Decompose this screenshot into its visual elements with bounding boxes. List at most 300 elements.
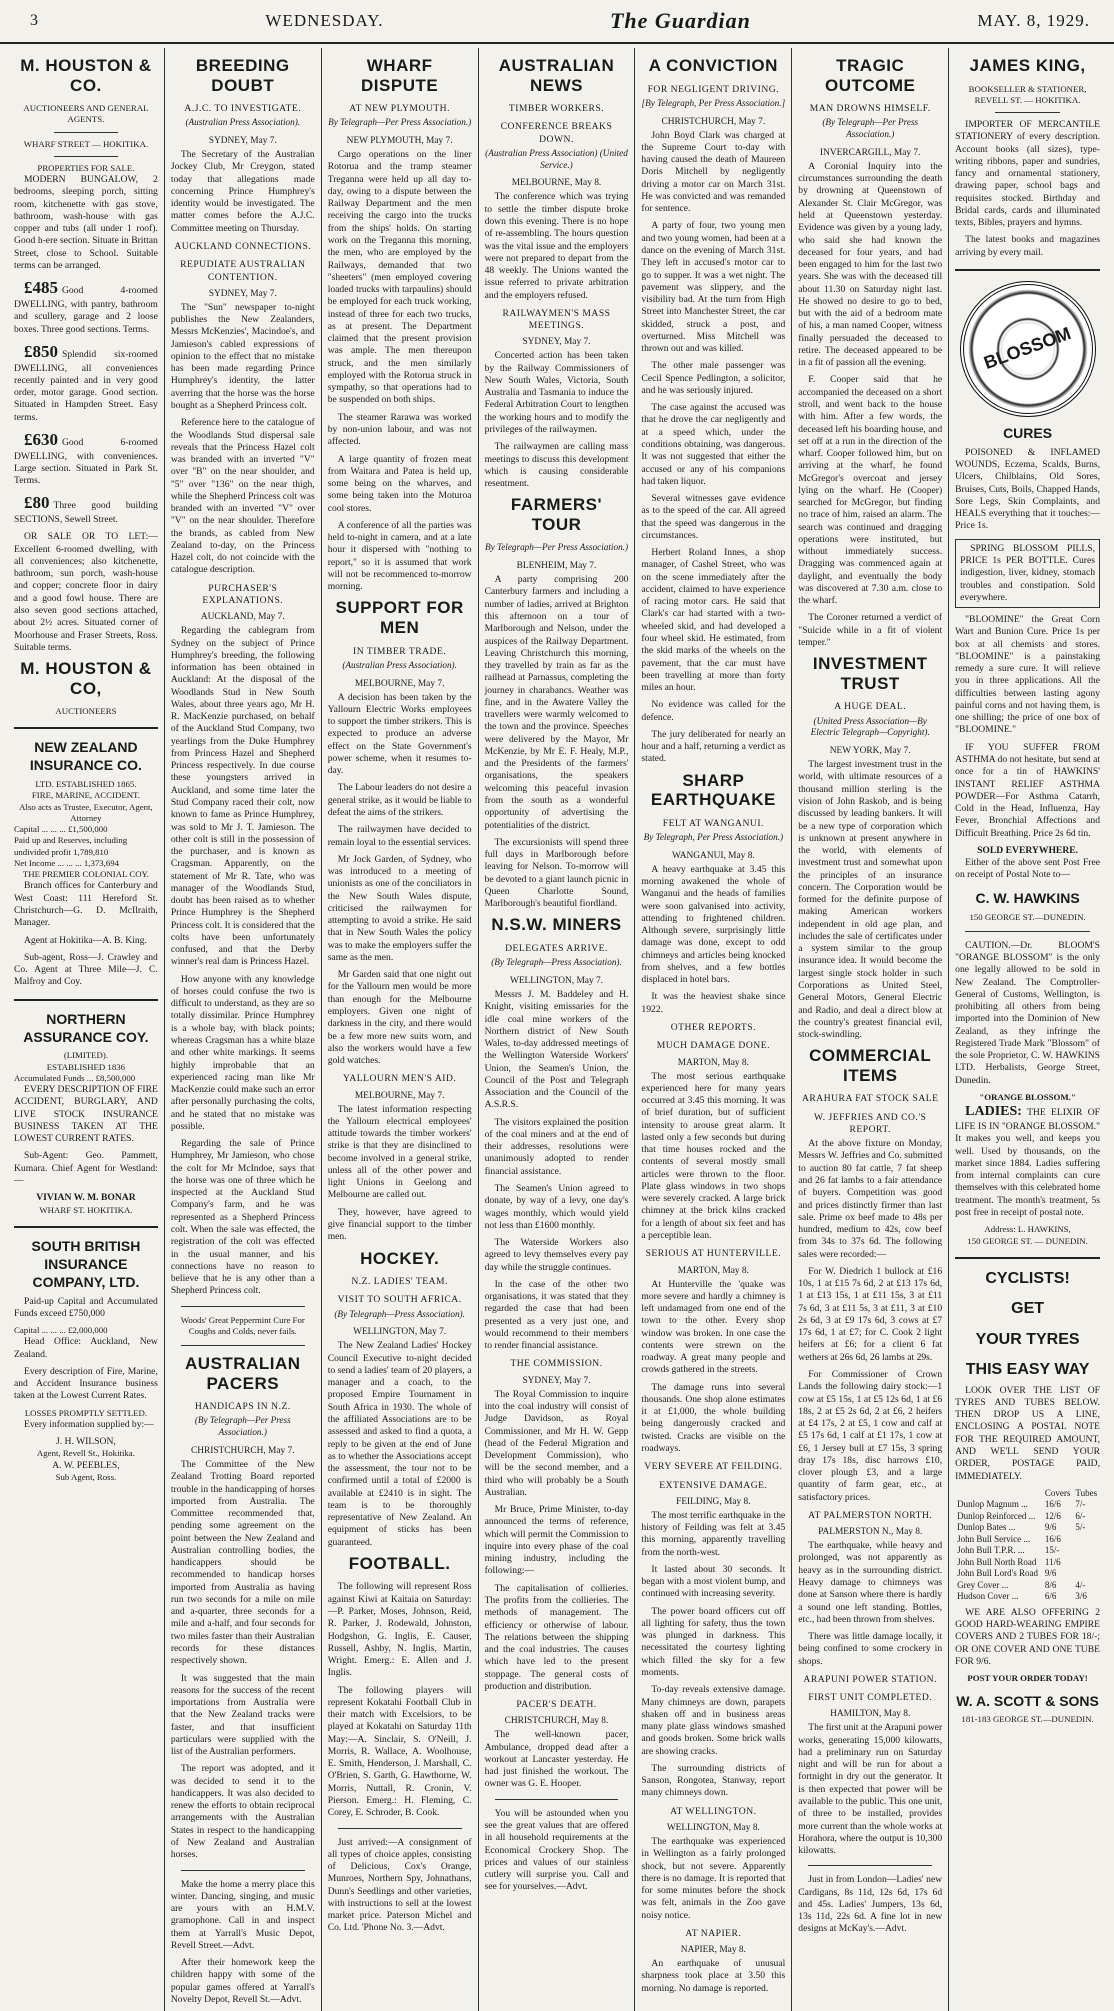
article-subhead: REPUDIATE AUSTRALIAN CONTENTION. [180, 259, 306, 283]
article-paragraph: The other male passenger was Cecil Spence Pedlington, a solicitor, and he was seriously injured. [641, 360, 786, 396]
column-5 [635, 48, 792, 2011]
article-paragraph: The damage runs into several thousands. One shop alone estimates it at £1,000, the whole building being dangerously cracked and twisted. Cracks are visible on the roadways. [641, 1381, 786, 1454]
ad-asthma: IF YOU SUFFER FROM ASTHMA do not hesitate, but send at once for a tin of HAWKINS' INSTANT RELIEF ASTHMA POWDER—For Asthma Catarrh, Cold in the Head, Influenza, Hay Fever, Bronchial Affections and Difficult Breathing. Price 2s 6d tin. [955, 741, 1100, 839]
article-subhead: W. JEFFRIES AND CO.'S REPORT. [814, 1111, 927, 1135]
seal-text: BLOSSOM [981, 323, 1074, 374]
article-paragraph: Regarding the cablegram from Sydney on the subject of Prince Humphrey's breeding, the following information has been obtained in Auckland: At the disposal of the Woodlands Stud in New South Wales, about three years ago, Mr H. R. MacKenzie purchased, on behalf of the Auckland Stud Company, two yearlings from the Duke Humphrey from Princess Hazel and Shepherd Princess respectively. In due course these youngsters arrived in Auckland, and some time later the Stud Company raced their colt, now known to fame as Prince Humphrey, was sold to Mr J. T. Jamieson. The other colt is still in the possession of the purchaser, and is known as Cragsman. Apparently, on the statement of Mr R. Tate, who was manager of the Woodlands Stud, doubt has been raised as to whether Prince Humphrey is the Shepherd Princess colt. It is considered that the colts have been unfortunately confused, and that the Derby winner's real dam is Princess Hazel. [170, 625, 315, 968]
article-agency: By Telegraph, Per Press Association.) [643, 831, 784, 842]
article-dateline: MELBOURNE, May 7. [354, 1090, 445, 1101]
table-header-cell: Tubes [1075, 1487, 1098, 1498]
table-cell: John Bull T.P.R. ... [957, 1545, 1025, 1556]
table-cell: 12/6 [1044, 1510, 1061, 1521]
divider [495, 1799, 619, 1800]
tyre-table-body [955, 1499, 1100, 1603]
ad-south-british-office: Head Office: Auckland, New Zealand. [14, 1336, 158, 1360]
table-header-row [955, 1488, 1100, 1500]
ad-houston-firm-2: M. HOUSTON & CO, [20, 659, 152, 698]
article-paragraph: The visitors explained the position of the coal miners and at the end of their addresses, resolutions were unanimously adopted to render financial assistance. [484, 1116, 629, 1177]
divider [54, 156, 118, 157]
article-headline: COMMERCIAL ITEMS [809, 1046, 932, 1085]
article-dateline: WELLINGTON, May 7. [353, 1327, 447, 1338]
article-headline: HOCKEY. [360, 1248, 440, 1268]
advert-paragraph: Make the home a merry place this winter. Dancing, singing, and music are yours with an H.M.V. gramophone. Call in and inspect them at Yarrall's Music Depot, Revell Street.—Advt. [170, 1878, 315, 1951]
article-paragraph: The report was adopted, and it was decided to send it to the handicappers. It was also decided to renew the efforts to obtain reciprocal arrangements with the Australian States in respect to the handicapping of New Zealand and Australian horses. [170, 1763, 315, 1861]
article-subhead: MUCH DAMAGE DONE. [656, 1040, 770, 1052]
masthead [0, 0, 1114, 44]
table-row [955, 1522, 1100, 1534]
divider [995, 112, 1060, 113]
capital-line: Paid up and Reserves, including undivided profit 1,789,810 [14, 835, 128, 857]
article-paragraph: It lasted about 30 seconds. It began with a most violent bump, and continued with increasing severity. [641, 1563, 786, 1600]
ad-northern-agent: Sub-Agent: Geo. Pammett, Kumara. Chief Agent for Westland:— [14, 1150, 158, 1187]
article-paragraph: Cargo operations on the liner Rotorua and the tramp steamer Treganna were held up all day to-day, owing to a dispute between the Railway Department and the men receiving the cargo into the trucks from the ships' holds. On starting work on the Treganna this morning, the men, who are employed by the Railways, demanded that two "sheeters" (men employed covering loaded trucks with tarpaulins) should be employed for each truck working, instead of three for each two trucks, as at present. The Department claimed that the present provision was ample. The men thereupon struck, and the men similarly employed with the Rotorua struck in sympathy, so that operations had to be suspended on both ships. [327, 149, 472, 406]
advert-paragraph: You will be astounded when you see the great values that are offered in all household requirements at the Economical Crockery Shop. The prices and values of our stainless cutlery will surprise you. Call and see for yourselves.—Advt. [484, 1807, 629, 1893]
article-paragraph: Mr Jock Garden, of Sydney, who was introduced to a meeting of unionists as one of the conciliators in the New South Wales dispute, criticised the railwaymen for attempting to avoid a strike. He said that in New South Wales the policy was to make the employers suffer the same as the men. [327, 853, 472, 963]
property-price: £630 [24, 429, 58, 449]
article-paragraph: The Labour leaders do not desire a general strike, as it would be liable to defeat the aims of the strikers. [327, 782, 472, 818]
divider [14, 999, 158, 1001]
article-subhead: AT NEW PLYMOUTH. [349, 103, 451, 115]
article-paragraph: The capitalisation of collieries. The profits from the collieries. The methods of management. The efficiency or otherwise of labour. The relations between the shipping and the coal industries. The causes which have led to the present stoppage. The general costs of production and distribution. [484, 1582, 629, 1692]
article-dateline: CHRISTCHURCH, May 7. [190, 1445, 295, 1456]
article-subhead: AUCKLAND CONNECTIONS. [174, 241, 312, 253]
divider [808, 1865, 932, 1866]
article-dateline: SYDNEY, May 7. [208, 136, 277, 147]
table-cell: 16/6 [1044, 1499, 1061, 1510]
table-cell: Dunlop Reinforced ... [957, 1510, 1036, 1521]
agent-name: J. H. WILSON, [56, 1436, 116, 1448]
article-paragraph: A large quantity of frozen meat from Waitara and Patea is held up, some being on the wharves, and some being taken into the Moturoa cool stores. [327, 453, 472, 514]
article-paragraph: The Coroner returned a verdict of "Suicide while in a fit of violent temper." [798, 612, 943, 649]
article-dateline: SYDNEY, May 7. [522, 1375, 591, 1386]
masthead-date: MAY. 8, 1929. [977, 11, 1090, 30]
table-row [955, 1591, 1100, 1603]
property-listing: OR SALE OR TO LET:—Excellent 6-roomed dwelling, with all conveniences; also kitchenette, bathroom, sun porch, wash-house and copper; concrete floor in dairy and a good fowl house. There are also seven good sections attached, about 2½ acres. Situated corner of Moorhouse and Fraser Streets, Ross. Suitable terms. [14, 531, 158, 653]
article-paragraph: Messrs J. M. Baddeley and H. Knight, visiting emissaries for the idle coal mine workers of the Northern district of New South Wales, to-day addressed meetings of the Wellington Waterside Workers' Union, the Seamen's Union, the Council of the Post and Telegraph Association and the Council of the A.S.R.S. [484, 989, 629, 1111]
article-paragraph: A decision has been taken by the Yallourn Electric Works employees to support the timber strikers. This is expected to produce an adverse effect on the State Government's power scheme, when it resumes to-day. [327, 691, 472, 777]
article-paragraph: The New Zealand Ladies' Hockey Council Executive to-night decided to send a ladies' team of 20 players, a manager and a coach, to the proposed Empire Tournament in South Africa in 1930. The whole of the affiliated Associations are to be assessed and asked to find a quota, a reply to be given at the end of June as to whether the Associations accept the assessment, the tour not to be confirmed until a total of £2000 is available at £2410 is in sight. The team is to be thoroughly representative of New Zealand. An equipment of sticks has been guaranteed. [327, 1340, 472, 1548]
ad-cyclists: CYCLISTS! [985, 1269, 1070, 1287]
article-paragraph: There was little damage locally, it being confined to some crockery in shops. [798, 1631, 943, 1667]
ad-king-street: REVELL ST. — HOKITIKA. [974, 94, 1081, 105]
table-cell: Hudson Cover ... [957, 1591, 1019, 1602]
article-agency: (By Telegraph—Per Press Association.) [822, 117, 919, 140]
divider [14, 1226, 158, 1228]
property-desc: Good 4-roomed DWELLING, with pantry, bathroom and scullery, garage and 2 loose boxes. Three good sections. Terms. [14, 285, 158, 335]
article-dateline: MARTON, May 8. [677, 1057, 749, 1068]
ad-nz-insurance-also: Also acts as Trustee, Executor, Agent, Attorney [19, 801, 153, 823]
article-subhead: AT PALMERSTON NORTH. [808, 1509, 933, 1521]
article-dateline: CHRISTCHURCH, May 7. [661, 116, 766, 127]
article-subhead: EXTENSIVE DAMAGE. [659, 1479, 768, 1491]
article-dateline: AUCKLAND, May 7. [200, 612, 285, 623]
property-listing [14, 277, 158, 336]
divider [955, 1257, 1100, 1259]
table-cell [1073, 1534, 1100, 1546]
article-paragraph: Herbert Roland Innes, a shop manager, of Cashel Street, who was on the scene immediately after the accident, claimed to have experience of racing motor cars. He said that Clark's car had started with a two-wheeled skid, and had developed a four wheel skid. He estimated, from the skid marks of the wheels on the pavement, that the car must have been travelling at more than forty miles an hour. [641, 547, 786, 694]
article-dateline: INVERCARGILL, May 7. [819, 147, 921, 158]
article-subhead: VISIT TO SOUTH AFRICA. [337, 1294, 462, 1306]
article-paragraph: They, however, have agreed to give financial support to the timber men. [327, 1206, 472, 1243]
advert-paragraph: Just in from London—Ladies' new Cardigans, 8s 11d, 12s 6d, 17s 6d and 45s. Ladies' Jumpers, 13s 6d, 13s 11d, 22s 6d. A fine lot in new designs at McKay's.—Advt. [798, 1874, 943, 1935]
table-cell: 3/6 [1075, 1591, 1087, 1602]
ad-scott-addr: 181-183 GEORGE ST.—DUNEDIN. [961, 1714, 1094, 1725]
ad-ladies-text: THE ELIXIR OF LIFE IS IN "ORANGE BLOSSOM." It makes you well, and keeps you well. Used by thousands, on the market since 1884. Ladies suffering from internal complaints can cure themselves with this celebrated home treatment. The month's treatment, 5s post free in receipt of postal note. [955, 1107, 1100, 1218]
table-cell: Grey Cover ... [957, 1579, 1009, 1590]
article-paragraph: John Boyd Clark was charged at the Supreme Court to-day with having caused the death of Maureen Doris Mitchell by negligently driving a motor car on March 31st. He was convicted and was remanded for sentence. [641, 129, 786, 215]
article-subhead: HANDICAPS IN N.Z. [194, 1401, 291, 1413]
article-paragraph: The latest information respecting the Yallourn electrical employees' attitude towards the timber workers' strike is that they are disinclined to become involved in a general strike, unless all of the other power and light Unions in Geelong and Melbourne are called out. [327, 1103, 472, 1201]
masthead-title: The Guardian [609, 8, 751, 33]
table-cell: 4/- [1075, 1579, 1086, 1590]
article-agency: (By Telegraph—Press Association). [334, 1308, 465, 1319]
article-paragraph: The largest investment trust in the world, with ultimate resources of a thousand million sterling is the vision of John Raskob, and is being discussed by leading bankers. It will be a new type of corporation which is unknown at present anywhere in the world, with elements of investment trust and somewhat upon the principles of an insurance concern. The Corporation would be formed for the definite purpose of making American workers independent in old age plan, and includes the sale of certificates under a system similar to the group insurance idea. It would become the largest single stock holder in such Corporations as United Steel, General Motors, General Electric and Radio, and deal a direct blow at the country's greatest financial evil, stock-swindling. [798, 759, 943, 1041]
ad-post-free: Either of the above sent Post Free on receipt of Postal Note to— [955, 857, 1100, 881]
article-paragraph: The most serious earthquake experienced here for many years occurred at 3.45 this morning. It was of brief duration, but of sufficient intensity to arouse great alarm. It lasted only a few seconds but during that time houses rocked and the contents of several mostly small articles were thrown to the floor. Plate glass windows in two shops were severely cracked. A large brick chimney at the brick kilns cracked for a length of about six feet and has a perceptible lean. [641, 1070, 786, 1241]
agent-name: A. W. PEEBLES, [52, 1459, 120, 1471]
article-paragraph: The earthquake was experienced in Wellington as a fairly prolonged shock, but not severe. Apparently there is no damage. It is reported that for some minutes before the shock was felt, animals in the Zoo gave noisy notice. [641, 1835, 786, 1921]
article-headline: FOOTBALL. [348, 1553, 451, 1573]
divider [965, 931, 1090, 932]
article-paragraph: It was the heaviest shake since 1922. [641, 991, 786, 1015]
article-paragraph: Mr Bruce, Prime Minister, to-day announced the terms of reference, which will permit the Commission to inquire into every phase of the coal mining industry, including the following:— [484, 1504, 629, 1577]
article-headline: WHARF DISPUTE [361, 56, 439, 95]
article-paragraph: Mr Garden said that one night out for the Yallourn men would be more than enough for the Melbourne employers. Given one night of darkness in the city, and there would be a few more new suits worn, and also the workers would have a few gold watches. [327, 969, 472, 1067]
article-subhead: AT WELLINGTON. [670, 1805, 757, 1817]
capital-line: Net Income ... ... ... 1,373,694 [14, 857, 120, 868]
table-row [955, 1580, 1100, 1592]
ad-nz-insurance-premier: THE PREMIER COLONIAL COY. [22, 869, 149, 880]
article-subhead: YALLOURN MEN'S AID. [342, 1073, 457, 1085]
article-dateline: BLENHEIM, May 7. [516, 561, 597, 572]
ad-king-role: BOOKSELLER & STATIONER, [968, 83, 1087, 94]
table-cell: 7/- [1075, 1499, 1086, 1510]
article-paragraph: To-day reveals extensive damage. Many chimneys are down, parapets shaken off and in business areas many plate glass windows smashed and goods broken. Some brick walls are showing cracks. [641, 1684, 786, 1757]
article-paragraph: A Coronial Inquiry into the circumstances surrounding the death by drowning at Queenstown of Alexander St. Clair McGregor, was held at Queenstown yesterday. Evidence was given by a young lady, who said she had known the deceased for four years, and had been engaged to him for the last two years. She was with the deceased till about 11.30 on Saturday night last. He showed no desire to go to bed, but with the aid of a bedroom mate of his, a man named Cooper, witness finally persuaded the deceased to retire. The deceased appeared to be in a fit of passion all the evening. [798, 160, 943, 369]
column-7 [949, 48, 1106, 2011]
article-subhead: MAN DROWNS HIMSELF. [809, 103, 931, 115]
article-paragraph: In the case of the other two organisations, it was stated that they regarded the case that had been presented as a very just one, and would recommend to their members to render financial assistance. [484, 1278, 629, 1352]
article-headline: INVESTMENT TRUST [812, 654, 928, 693]
ad-pills: SPRING BLOSSOM PILLS, PRICE 1s PER BOTTLE. Cures indigestion, liver, kidney, stomach troubles and constipation. Sold everywhere. [955, 539, 1100, 608]
article-paragraph: The conference which was trying to settle the timber dispute broke down this evening. There is no hope of re-assembling. The hours question was the vital issue and the employers were not prepared to depart from the 48 weekly. The Unions wanted the issue referred to private arbitration and the employers refused. [484, 191, 629, 301]
tyre-price-table [955, 1488, 1100, 1603]
article-agency: (Australian Press Association) (United Service.) [485, 147, 628, 170]
table-cell: 9/6 [1044, 1522, 1057, 1533]
table-cell: John Bull North Road [957, 1556, 1037, 1567]
ad-houston-role: AUCTIONEERS AND GENERAL AGENTS. [23, 103, 149, 125]
ad-empire-offer: WE ARE ALSO OFFERING 2 GOOD HARD-WEARING EMPIRE COVERS AND 2 TUBES FOR 18/-; OR ONE COVER AND ONE TUBE FOR 9/6. [955, 1606, 1100, 1667]
table-cell: Dunlop Magnum ... [957, 1499, 1028, 1510]
property-desc: Three good building SECTIONS, Sewell Street. [14, 500, 158, 526]
article-paragraph: A heavy earthquake at 3.45 this morning awakened the whole of Wanganui and the heads of families were soon galvanised into activity, attending to frightened children. Although severe, surprisingly little damage was done, except to odd chimneys and articles being knocked from shelves, and a few bottles displaced in hotel bars. [641, 863, 786, 986]
article-paragraph: Concerted action has been taken by the Railway Commissioners of New South Wales, Victoria, South Australia and Tasmania to induce the Federal Arbitration Court to lengthen the working hours and to modify the privileges of the railwaymen. [484, 350, 629, 435]
table-cell [1073, 1557, 1100, 1569]
article-dateline: HAMILTON, May 8. [830, 1709, 911, 1720]
article-paragraph: The railwaymen have decided to remain loyal to the essential services. [327, 824, 472, 848]
table-cell: Dunlop Bates ... [957, 1522, 1016, 1533]
ad-northern-name: VIVIAN W. M. BONAR [36, 1192, 136, 1204]
ad-south-british-capital: Capital ... ... ... £2,000,000 [14, 1325, 108, 1336]
table-row [955, 1557, 1100, 1569]
table-cell: 6/6 [1044, 1591, 1057, 1602]
ad-nz-insurance-branch: Branch offices for Canterbury and West Coast: 111 Hereford St. Christchurch—G. D. McIlraith, Manager. [14, 880, 158, 929]
article-paragraph: At the above fixture on Monday, Messrs W. Jeffries and Co. submitted to auction 80 fat cattle, 7 fat sheep and 26 fat lambs to a fair attendance of buyers. Competition was good and prices distinctly firmer than last sale. Prime ox beef made to 48s per hundred, medium to 42s, cow beef from 34s to 37s 6d. The following sales were recorded:— [798, 1138, 943, 1260]
article-paragraph: The first unit at the Arapuni power works, generating 15,000 kilowatts, had a preliminary run on Saturday night and will be run for about a fortnight in dry out the generator. It is then expected that power will be available to the public. This one unit, of three to be installed, provides more current than the whole works at Horahora, where the output is 10,300 kilowatts. [798, 1722, 943, 1857]
ad-houston-firm: M. HOUSTON & CO. [20, 56, 152, 95]
article-paragraph: A party of four, two young men and two young women, had been at a dance on the evening of March 31st. They left in accused's motor car to go to supper. It was a wet night. The pavement was slippery, and the visibility bad. At the turn from High Street into Manchester Street, the car skidded, struck a post, and overturned. Miss Mitchell was thrown out and was killed. [641, 220, 786, 355]
property-desc: Good 6-roomed DWELLING, with conveniences. Large section. Situated in Park St. Terms. [14, 436, 158, 487]
newspaper-columns [8, 48, 1106, 2005]
article-paragraph: The steamer Rarawa was worked by non-union labour, and was not affected. [327, 411, 472, 448]
advert-paragraph: After their homework keep the children happy with some of the popular games offered at Yarrall's Novelty Depot, Revell St.—Advt. [170, 1957, 315, 2005]
article-subhead: THE COMMISSION. [510, 1358, 603, 1370]
article-subhead: CONFERENCE BREAKS DOWN. [500, 121, 613, 145]
ad-post-order: POST YOUR ORDER TODAY! [967, 1673, 1088, 1684]
article-subhead: OTHER REPORTS. [670, 1021, 757, 1033]
ad-south-british-cap: Paid-up Capital and Accumulated Funds exceed £750,000 [14, 1295, 158, 1319]
ad-king-books: The latest books and magazines arriving by every mail. [955, 234, 1100, 258]
agent-address: Agent, Revell St., Hokitika. [36, 1448, 135, 1459]
article-paragraph: The earthquake, while heavy and prolonged, was not apparently as heavy as in the surrounding district. Heavy damage to chimneys was done at Sanson where there is hardly a sound one left standing. Bottles, etc., had been thrown from shelves. [798, 1540, 943, 1625]
ad-properties-heading: PROPERTIES FOR SALE. [37, 162, 135, 173]
article-subhead: PURCHASER'S EXPLANATIONS. [202, 582, 284, 606]
ad-nz-insurance-est: LTD. ESTABLISHED 1865. [35, 779, 137, 790]
article-paragraph: It was suggested that the main reasons for the success of the recent importations from Australia were that the New Zealand tracks were faster, and that insufficient particulars were supplied with the list of the Australian performers. [170, 1672, 315, 1758]
article-paragraph: A party comprising 200 Canterbury farmers and including a number of ladies, arrived at Brighton this afternoon on a tour of Marlborough and Nelson, under the auspices of the Railway Department. Leaving Christchurch this morning, they travelled by train as far as the railhead at Parnassus, completing the journey in charabancs. Weather was fine, and in the Awatere Valley the travellers were warmly welcomed to the town and the province. Speeches were delivered by the Mayor, Mr McKenzie, by Mr E. F. Healy, M.P., and the Presidents of the farmers' organisations, the speakers welcoming this peaceful invasion from the south as a wonderful opportunity of advertising the potentialities of the district. [484, 574, 629, 831]
article-subhead: SERIOUS AT HUNTERVILLE. [645, 1248, 782, 1260]
column-1 [8, 48, 165, 2011]
article-headline: AUSTRALIAN PACERS [185, 1354, 301, 1393]
ad-king-firm: JAMES KING, [969, 56, 1086, 75]
ad-south-british-desc: Every description of Fire, Marine, and Accident Insurance business taken at the Lowest Current Rates. [14, 1365, 158, 1402]
ad-ladies [955, 1103, 1100, 1219]
property-desc: Splendid six-roomed DWELLING, all conveniences recently painted and in very good order, motor garage. Good section. Situated in Hampden Street. Easy terms. [14, 348, 158, 423]
article-paragraph: The jury deliberated for nearly an hour and a half, returning a verdict as stated. [641, 728, 786, 765]
article-paragraph: The case against the accused was that he drove the car negligently and at a speed which, under the conditions obtaining, was dangerous. It was not suggested that either the accused or any of his companions had taken liquor. [641, 402, 786, 487]
table-row [955, 1534, 1100, 1546]
ad-cures-heading: CURES [1003, 424, 1053, 441]
article-headline: SUPPORT FOR MEN [335, 598, 464, 637]
article-dateline: SYDNEY, May 7. [208, 288, 277, 299]
divider [14, 727, 158, 729]
article-agency: By Telegraph—Per Press Association.) [484, 542, 629, 553]
article-paragraph: The railwaymen are calling mass meetings to discuss this development which is causing considerable resentment. [484, 441, 629, 490]
property-listing [14, 429, 158, 488]
ad-northern-assurance: NORTHERN ASSURANCE COY. [23, 1010, 149, 1045]
article-subhead: FELT AT WANGANUI. [662, 817, 764, 829]
article-paragraph: Reference here to the catalogue of the Woodlands Stud dispersal sale reveals that the Princess Hazel colt was branded with an inverted "V" over "B" on the near shoulder, and "5" over "136" on the near thigh, while the Shepherd Princess colt was branded with an inverted "V" over "V" on the near shoulder. Therefore the brands, as cabled from New Zealand to-day, on the Princess Hazel colt, do not coincide with the catalogue description. [170, 417, 315, 576]
ad-nz-insurance-agent: Agent at Hokitika—A. B. King. [24, 934, 147, 946]
article-agency: [By Telegraph, Per Press Association.] [641, 97, 786, 108]
article-paragraph: The excursionists will spend three full days in Marlborough before leaving for Nelson. To-morrow will be devoted to a giant launch picnic in Queen Charlotte Sound, Marlborough's beautiful fiordland. [484, 836, 629, 910]
table-cell: 11/6 [1044, 1556, 1061, 1567]
agent-address: Sub Agent, Ross. [55, 1471, 117, 1482]
article-dateline: SYDNEY, May 7. [522, 337, 591, 348]
blossom-seal-logo [960, 281, 1096, 417]
article-agency: (By Telegraph—Press Association). [491, 957, 622, 968]
ad-cyclists-get: GET [1011, 1300, 1045, 1318]
property-price: £850 [24, 341, 58, 361]
article-dateline: WANGANUI, May 8. [671, 850, 755, 861]
column-6 [792, 48, 949, 2011]
article-subhead: DELEGATES ARRIVE. [505, 942, 608, 954]
table-cell: 15/- [1044, 1545, 1060, 1556]
article-paragraph: For Commissioner of Crown Lands the following dairy stock:—1 cow at £5 15s, 1 at £5 12s 6d, 1 at £6 18s, 2 at £5 2s 6d, 2 at £6, 2 heifers at £4 17s, 2 at £5, 1 cow and calf at £5 17s 6d, 1 calf at £1 17s, 1 cow at £6, 1 Jersey bull at £7 15s, 3 spring dray 17s 18s, disc harrows £10, clover plough £3, and a large quantity of farm gear, etc., at satisfactory prices. [798, 1368, 943, 1503]
ad-northern-desc: EVERY DESCRIPTION OF FIRE ACCIDENT, BURGLARY, AND LIVE STOCK INSURANCE BUSINESS TAKEN AT THE LOWEST CURRENT RATES. [14, 1084, 158, 1145]
article-dateline: FEILDING, May 8. [676, 1496, 751, 1507]
table-cell: 16/6 [1044, 1533, 1061, 1544]
article-paragraph: The Waterside Workers also agreed to levy themselves every pay day while the struggle continues. [484, 1237, 629, 1273]
ad-houston-street: WHARF STREET — HOKITIKA. [23, 138, 149, 149]
ad-cyclists-easy: THIS EASY WAY [965, 1361, 1090, 1379]
ad-cyclists-tyres: YOUR TYRES [975, 1330, 1080, 1348]
article-subhead: A HUGE DEAL. [834, 701, 907, 713]
property-listing: MODERN BUNGALOW, 2 bedrooms, sleeping porch, sitting room, kitchenette with gas stove, bathroom, wash-house with gas copper and tubs (all under 1 roof). Good h-ere section. Situate in Brittan Street, close to School. Suitable terms can be arranged. [14, 174, 158, 271]
masthead-day: WEDNESDAY. [265, 11, 384, 30]
article-paragraph: Regarding the sale of Prince Humphrey, Mr Jamieson, who chose the colt for Mr McIndoe, says that the horse was one of three which he inspected at the Auckland Stud Company's farm, and he was represented as a Shepherd Princess colt. When the sale was effected, the registration of the colt was effected in the usual manner, and his connections have no reason to believe that he is any other than a Shepherd Princess colt. [170, 1138, 315, 1297]
article-paragraph: At Hunterville the 'quake was more severe and hardly a chimney is left undamaged from one end of the town to the other. Every shop window was broken. In one case the contents were strewn on the roadway. A great many people and crowds gathered in the streets. [641, 1278, 786, 1376]
article-headline: N.S.W. MINERS [491, 915, 622, 935]
table-row [955, 1511, 1100, 1523]
ad-blossom-desc: POISONED & INFLAMED WOUNDS, Eczema, Scalds, Burns, Ulcers, Chilblains, Old Sores, Bruises, Cuts, Boils, Chapped Hands, Sore Legs, Skin Complaints, and HEALS everything that it touches:—Price 1s. [955, 446, 1100, 532]
table-cell: 6/- [1075, 1510, 1086, 1521]
article-subhead: VERY SEVERE AT FEILDING. [644, 1461, 783, 1473]
ad-scott-name: W. A. SCOTT & SONS [956, 1692, 1099, 1709]
article-agency: (Australian Press Association). [342, 659, 457, 670]
table-row [955, 1568, 1100, 1580]
property-price: £485 [24, 278, 58, 298]
article-agency: (By Telegraph—Per Press Association.) [194, 1415, 291, 1438]
article-paragraph: How anyone with any knowledge of horses could confuse the two is difficult to understand, as they are so totally dissimilar. Prince Humphrey is a whole bay, with black points; whereas Cragsman has a white blaze and other white markings. It seems highly improbable that an experienced racing man like Mr MacKenzie could make such an error after personally purchasing the colts, and he stated that no mistake was possible. [170, 973, 315, 1132]
ad-houston-role-2: AUCTIONEERS [55, 706, 117, 717]
ad-hawkins-name: C. W. HAWKINS [975, 889, 1080, 906]
page-number: 3 [30, 12, 39, 29]
article-headline: SHARP EARTHQUAKE [650, 770, 776, 810]
article-dateline: MELBOURNE, May 7. [354, 678, 445, 689]
table-cell: John Bull Lord's Road [957, 1568, 1039, 1579]
article-subhead: FOR NEGLIGENT DRIVING. [647, 83, 780, 95]
article-headline: A CONVICTION [648, 56, 778, 75]
ad-northern-funds: Accumulated Funds ... £8,500,000 [14, 1072, 136, 1083]
article-dateline: PALMERSTON N., May 8. [818, 1527, 923, 1538]
article-paragraph: For W. Diedrich 1 bullock at £16 10s, 1 at £15 7s 6d, 2 at £13 17s 6d, 1 at £13 15s, 1 at £11 15s, 3 at £11 7s 6d, 3 at £11 5s, 3 at £11, 3 at £10 2s 6d, 3 at £9 17s 6d, 3 cows at £7 17s 6d, 1 at £7; for C. Cook 2 light heifers at £6; for a client 6 fat wethers at 26s 6d, 26 lambs at 29s. [798, 1265, 943, 1363]
capital-line: Capital ... ... ... £1,500,000 [14, 824, 108, 835]
property-listing [14, 341, 158, 424]
article-paragraph: The Seamen's Union agreed to donate, by way of a levy, one day's wages monthly, which would yield not less than £1600 monthly. [484, 1182, 629, 1231]
article-dateline: NEW YORK, May 7. [829, 746, 911, 757]
ad-king-desc: IMPORTER OF MERCANTILE STATIONERY of every description. Account books (all sizes), type-writing ribbons, paper and sundries, fancy and ornamental stationery, drawing paper, school bags and requisites stocked. Birthday and Bridal cards, cards and illuminated texts, Bibles, prayers and hymns. [955, 119, 1100, 229]
article-paragraph: No evidence was called for the defence. [641, 699, 786, 723]
article-subhead: ARAHURA FAT STOCK SALE [801, 1093, 939, 1105]
article-paragraph: The power board officers cut off all lighting for safety, thus the town was plunged in darkness. This necessitated the courtesy lighting which filled the sky for a few moments. [641, 1605, 786, 1679]
article-subhead: PACER'S DEATH. [516, 1699, 597, 1711]
table-cell: 9/6 [1044, 1568, 1057, 1579]
article-subhead: A.J.C. TO INVESTIGATE. [184, 103, 302, 115]
article-subhead: TIMBER WORKERS. [508, 103, 605, 115]
article-subhead: IN TIMBER TRADE. [353, 645, 447, 657]
ad-south-british-losses: LOSSES PROMPTLY SETTLED. [24, 1407, 148, 1418]
ad-nz-insurance-kind: FIRE, MARINE, ACCIDENT. [31, 790, 140, 801]
article-headline: BREEDING DOUBT [195, 56, 290, 95]
column-3 [322, 48, 479, 2011]
ad-address-2: 150 GEORGE ST. — DUNEDIN. [967, 1235, 1088, 1246]
article-agency: (United Press Association—By Electric Telegraph—Copyright). [810, 715, 930, 738]
ad-northern-ltd: (LIMITED). [63, 1050, 109, 1061]
article-dateline: CHRISTCHURCH, May 8. [504, 1716, 609, 1727]
ad-caution: CAUTION.—Dr. BLOOM'S "ORANGE BLOSSOM" is the only one legally allowed to be sold in New Zealand. The Comptroller-General of Customs, Wellington, is prohibiting all others from being imported into the Dominion of New Zealand, as they infringe the Registered Trade Mark "Blossom" of the sole Proprietor, C. W. HAWKINS LTD. Herbalists, George Street, Dunedin. [955, 939, 1100, 1086]
property-listing [14, 492, 158, 526]
article-subhead: AT NAPIER. [685, 1927, 742, 1939]
article-subhead: ARAPUNI POWER STATION. [803, 1673, 938, 1685]
article-paragraph: The Secretary of the Australian Jockey Club, Mr Creygon, stated today that allegations made concerning Prince Humphrey's identity would be investigated. The matter comes before the A.J.C. Committee meeting on Thursday. [170, 149, 315, 234]
article-dateline: NAPIER, May 8. [680, 1945, 746, 1956]
table-row [955, 1499, 1100, 1511]
article-paragraph: The well-known pacer, Ambulance, dropped dead after a workout at Lancaster yesterday. He had just finished the workout. The owner was G. E. Hooper. [484, 1729, 629, 1790]
table-header-cell: Covers [1044, 1487, 1071, 1498]
divider [54, 132, 118, 133]
article-paragraph: An earthquake of unusual sharpness took place at 3.50 this morning. No damage is reported. [641, 1958, 786, 1994]
ad-nz-insurance: NEW ZEALAND INSURANCE CO. [29, 739, 142, 774]
divider [181, 1345, 305, 1346]
advert-paragraph: Just arrived:—A consignment of all types of choice apples, consisting of Delicious, Cox's Orange, Munroes, Northern Spy, Johnathans, Dunn's Seedlings and other varieties, with instructions to sell at the lowest market price. Paterson Michel and Co. Ltd. 'Phone No. 3.—Advt. [327, 1836, 472, 1934]
table-cell: John Bull Service ... [957, 1533, 1031, 1544]
table-cell [1073, 1568, 1100, 1580]
ad-sold-everywhere: SOLD EVERYWHERE. [977, 844, 1079, 856]
ad-bloomine: "BLOOMINE" the Great Corn Wart and Bunion Cure. Price 1s per box at all chemists and stores. "BLOOMINE" is a painstaking remedy a sure cure. It will relieve you in three applications. All the difficulties between lasting agony painful corns and not having them, is one shilling; the price of one box of "BLOOMINE." [955, 614, 1100, 736]
article-agency: By Telegraph—Per Press Association.) [328, 117, 472, 128]
article-headline: AUSTRALIAN NEWS [498, 56, 615, 95]
table-row [955, 1545, 1100, 1557]
advert-peppermint: Woods' Great Peppermint Cure For Coughs and Colds, never fails. [180, 1314, 305, 1336]
table-cell: 5/- [1075, 1522, 1086, 1533]
article-dateline: WELLINGTON, May 7. [509, 975, 604, 986]
column-4 [479, 48, 636, 2011]
table-cell: 8/6 [1044, 1579, 1057, 1590]
article-paragraph: Several witnesses gave evidence as to the speed of the car. All agreed that the speed was dangerous in the circumstances. [641, 493, 786, 541]
article-paragraph: F. Cooper said that he accompanied the deceased on a short stroll, and went back to the house with him. After a few words, the deceased left his boarding house, and set off at a run in the direction of the wharf. Cooper followed him, but on arriving at the wharf, he found McGregor's overcoat and jersey lying on the wharf. He (Cooper) searched for McGregor, but finding no trace of him, raised an alarm. The search was continued and dragging operations were instituted, but without immediately success. Dragging was commenced again at daylight, and eventually the body was discovered at 7.30 a.m. close to the wharf. [798, 374, 943, 607]
ad-ladies-label: LADIES: [965, 1104, 1022, 1120]
article-subhead: N.Z. LADIES' TEAM. [351, 1276, 448, 1288]
article-paragraph: The following will represent Ross against Kiwi at Kaitaia on Saturday:—P. Parker, Moses, Johnson, Reid, R. Parker, J. Rodewald, Johnston, Hodgshon, G. Inglis, E. Causer, Russell, Ashby, N. Inglis, Martin, Wright. Emerg.: E. Allen and J. Inglis. [327, 1581, 472, 1679]
ad-nz-insurance-sub: Sub-agent, Ross—J. Crawley and Co. Agent at Three Mile—J. C. Malfroy and Coy. [14, 951, 158, 988]
ad-south-british-info: Every information supplied by:— [24, 1418, 154, 1430]
table-header-cell [955, 1488, 1043, 1500]
ad-hawkins-addr: 150 GEORGE ST.—DUNEDIN. [969, 911, 1086, 922]
article-headline: TRAGIC OUTCOME [825, 56, 916, 95]
ad-northern-est: ESTABLISHED 1836 [46, 1061, 126, 1072]
divider [181, 1306, 305, 1307]
article-dateline: MELBOURNE, May 8. [511, 178, 602, 189]
article-paragraph: The following players will represent Kokatahi Football Club in their match with Excelsiors, to be played at Kokatahi on Saturday 11th May:—A. Sinclair, S. O'Neill, J. Morris, R. Wallace, A. Woolhouse, E. Smith, Henderson, J. Marshall, C. O'Brien, S. Garth, G. Hawthorne, W. Morris, Nuttall, R. Cronin, V. Pierson. Emerg.: H. Fleming, C. Corey, E. Schroder, B. Cook. [327, 1684, 472, 1819]
article-subhead: FIRST UNIT COMPLETED. [808, 1692, 933, 1704]
article-dateline: MARTON, May 8. [677, 1265, 749, 1276]
table-cell [1073, 1545, 1100, 1557]
article-agency: (Australian Press Association). [185, 117, 301, 128]
article-paragraph: The Royal Commission to inquire into the coal industry will consist of Judge Davidson, as Royal Commissioner, and Mr H. W. Gepp (head of the Federal Migration and Development Commission), who will be the second member, and a third who will probably be a South Australian. [484, 1388, 629, 1498]
column-2 [165, 48, 322, 2011]
article-paragraph: The most terrific earthquake in the history of Feilding was felt at 3.45 this morning, apparently travelling from the north-west. [641, 1509, 786, 1558]
article-subhead: RAILWAYMEN'S MASS MEETINGS. [502, 307, 611, 332]
article-paragraph: A conference of all the parties was held to-night in camera, and at a late hour it dispersed with "nothing to report," so it is assumed that work will not be recommenced to-morrow morning. [327, 519, 472, 593]
divider [181, 1870, 305, 1871]
article-headline: FARMERS' TOUR [510, 495, 603, 534]
divider [338, 1828, 462, 1829]
ad-tyres-desc: LOOK OVER THE LIST OF TYRES AND TUBES BELOW. THEN DROP US A LINE, ENCLOSING A POSTAL NOTE FOR THE REQUIRED AMOUNT, AND WE'LL SEND YOUR ORDER, POSTAGE PAID, IMMEDIATELY. [955, 1384, 1100, 1482]
article-dateline: NEW PLYMOUTH, May 7. [346, 136, 453, 147]
ad-address: Address: L. HAWKINS, [984, 1224, 1071, 1235]
article-paragraph: The Committee of the New Zealand Trotting Board reported trouble in the handicapping of horses imported from Australia. The Committee recommended that, pending some agreement on the point between the New Zealand and Australian controlling bodies, the handicappers should be recommended to handicap horses imported from Australia as having run two seconds for a mile on mile and a-quarter, three seconds for a mile and a-half, and four seconds for two miles faster than their Australian records for these distances respectively shown. [170, 1459, 315, 1667]
